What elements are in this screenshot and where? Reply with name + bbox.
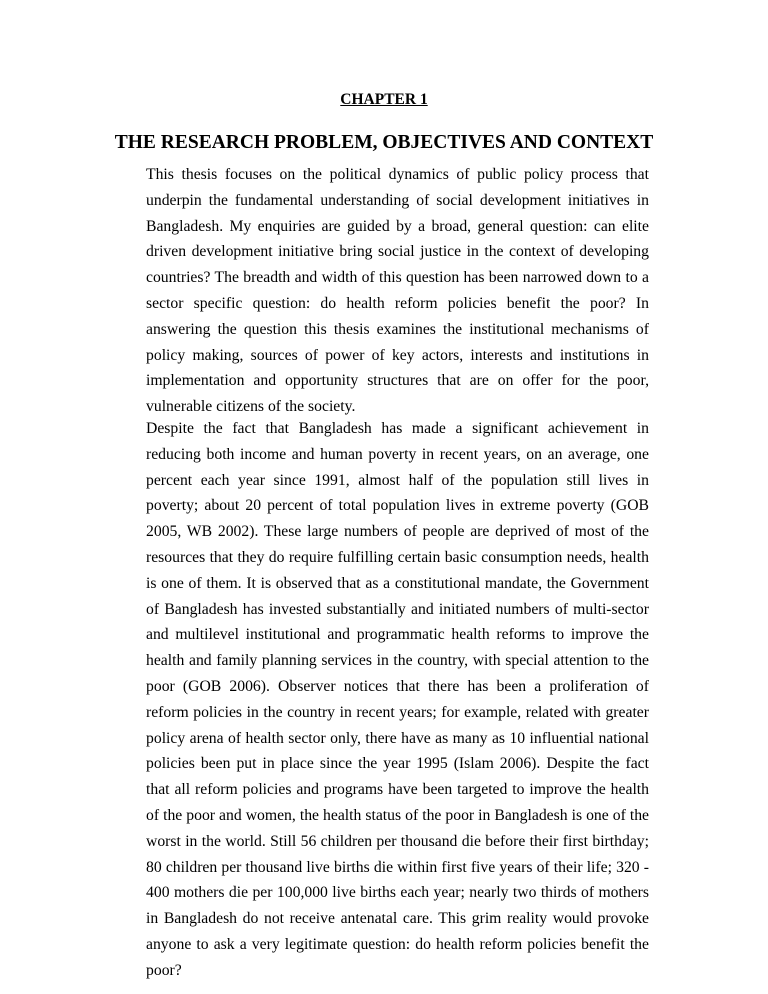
paragraph: This thesis focuses on the political dynamics of public policy process that underpin the fundamental understanding of social development initiatives in Bangladesh. My enquiries are guided by a broad, general question: can elite driven development initiative bring social justice in the context of developing countries? The breadth and width of this question has been narrowed down to a sector specific question: do health reform policies benefit the poor? In answering the question this thesis examines the institutional mechanisms of policy making, sources of power of key actors, interests and institutions in implementation and opportunity structures that are on offer for the poor, vulnerable citizens of the society. (146, 166, 649, 416)
paragraph-block-2 (146, 416, 649, 984)
paragraph: Despite the fact that Bangladesh has made a significant achievement in reducing both income and human poverty in recent years, on an average, one percent each year since 1991, almost half of the population still lives in poverty; about 20 percent of total population lives in extreme poverty (GOB 2005, WB 2002). These large numbers of people are deprived of most of the resources that they do require fulfilling certain basic consumption needs, health is one of them. It is observed that as a constitutional mandate, the Government of Bangladesh has invested substantially and initiated numbers of multi-sector and multilevel institutional and programmatic health reforms to improve the health and family planning services in the country, with special attention to the poor (GOB 2006). Observer notices that there has been a proliferation of reform policies in the country in recent years; for example, related with greater policy arena of health sector only, there have as many as 10 influential national policies been put in place since the year 1995 (Islam 2006). Despite the fact that all reform policies and programs have been targeted to improve the health of the poor and women, the health status of the poor in Bangladesh is one of the worst in the world. Still 56 children per thousand die before their first birthday; 80 children per thousand live births die within first five years of their life; 320 - 400 mothers die per 100,000 live births each year; nearly two thirds of mothers in Bangladesh do not receive antenatal care. This grim reality would provoke anyone to ask a very legitimate question: do health reform policies benefit the poor? (146, 420, 649, 979)
chapter-title: THE RESEARCH PROBLEM, OBJECTIVES AND CONTEXT (114, 132, 654, 153)
chapter-label: CHAPTER 1 (340, 91, 428, 108)
paragraph-block-1 (146, 162, 649, 420)
